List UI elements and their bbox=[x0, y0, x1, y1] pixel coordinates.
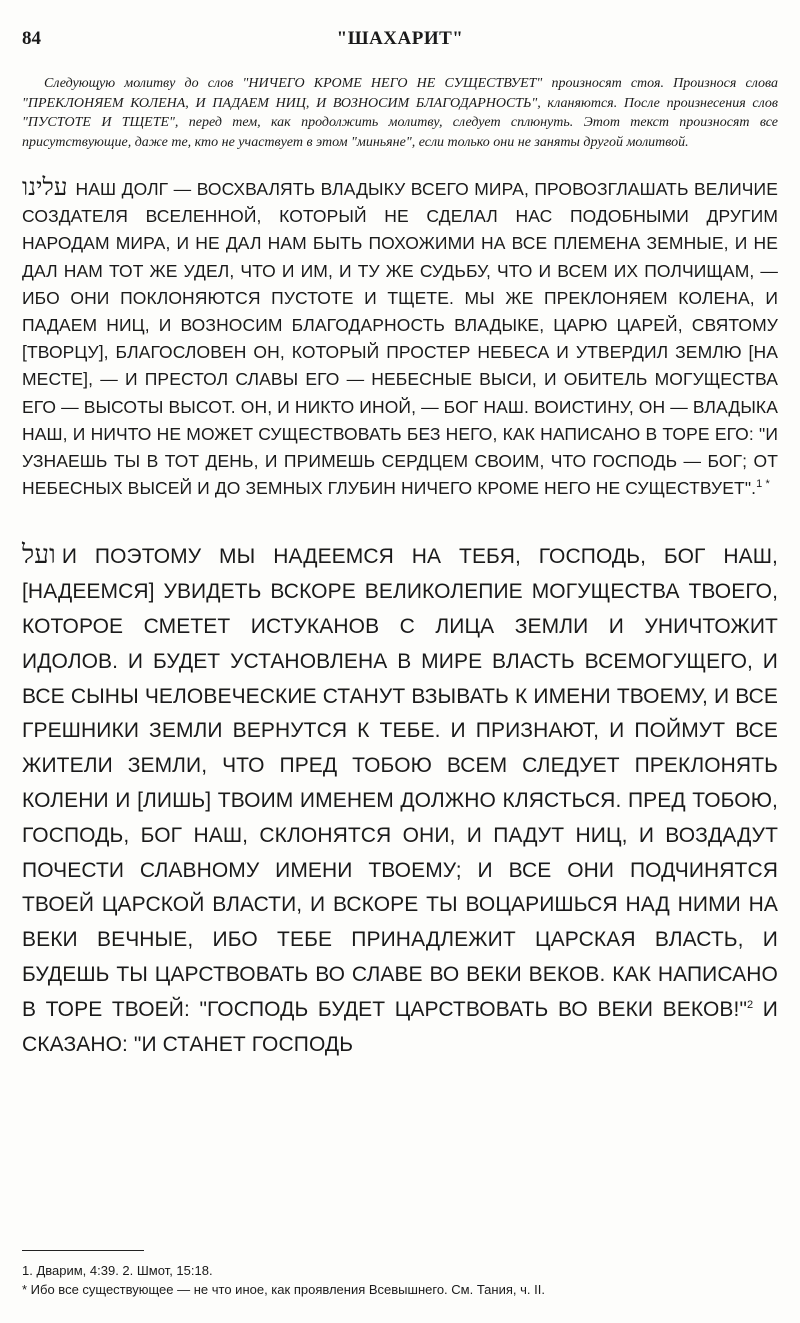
prayer-aleinu-paragraph bbox=[22, 174, 778, 502]
page-header bbox=[22, 28, 778, 62]
footnote-references: 1. Дварим, 4:39. 2. Шмот, 15:18. bbox=[22, 1263, 213, 1278]
footnote-star: * Ибо все существующее — не что иное, как проявления Всевышнего. См. Тания, ч. II. bbox=[22, 1282, 545, 1297]
prayer-aleinu-text: НАШ ДОЛГ — ВОСХВАЛЯТЬ ВЛАДЫКУ ВСЕГО МИРА, ПРОВОЗГЛАШАТЬ ВЕЛИЧИЕ СОЗДАТЕЛЯ ВСЕЛЕННОЙ, КОТОРЫЙ НЕ СДЕЛАЛ НАС ПОДОБНЫМИ ДРУГИМ НАРОДАМ МИРА, И НЕ ДАЛ НАМ БЫТЬ ПОХОЖИМИ НА ВСЕ ПЛЕМЕНА ЗЕМНЫЕ, И НЕ ДАЛ НАМ ТОТ ЖЕ УДЕЛ, ЧТО И ИМ, И ТУ ЖЕ СУДЬБУ, ЧТО И ВСЕМ ИХ ПОЛЧИЩАМ, — ИБО ОНИ ПОКЛОНЯЮТСЯ ПУСТОТЕ И ТЩЕТЕ. МЫ ЖЕ ПРЕКЛОНЯЕМ КОЛЕНА, И ПАДАЕМ НИЦ, И ВОЗНОСИМ БЛАГОДАРНОСТЬ ВЛАДЫКЕ, ЦАРЮ ЦАРЕЙ, СВЯТОМУ [ТВОРЦУ], БЛАГОСЛОВЕН ОН, КОТОРЫЙ ПРОСТЕР НЕБЕСА И УТВЕРДИЛ ЗЕМЛЮ [НА МЕСТЕ], — И ПРЕСТОЛ СЛАВЫ ЕГО — НЕБЕСНЫЕ ВЫСИ, И ОБИТЕЛЬ МОГУЩЕСТВА ЕГО — ВЫСОТЫ ВЫСОТ. ОН, И НИКТО ИНОЙ, — БОГ НАШ. ВОИСТИНУ, ОН — ВЛАДЫКА НАШ, И НИЧТО НЕ МОЖЕТ СУЩЕСТВОВАТЬ БЕЗ НЕГО, КАК НАПИСАНО В ТОРЕ ЕГО: "И УЗНАЕШЬ ТЫ В ТОТ ДЕНЬ, И ПРИМЕШЬ СЕРДЦЕМ СВОИМ, ЧТО ГОСПОДЬ — БОГ; ОТ НЕБЕСНЫХ ВЫСЕЙ И ДО ЗЕМНЫХ ГЛУБИН НИЧЕГО КРОМЕ НЕГО НЕ СУЩЕСТВУЕТ". bbox=[22, 179, 778, 499]
footnote-marker: 1 * bbox=[756, 478, 770, 491]
prayer-veal-text: И ПОЭТОМУ МЫ НАДЕЕМСЯ НА ТЕБЯ, ГОСПОДЬ, БОГ НАШ, [НАДЕЕМСЯ] УВИДЕТЬ ВСКОРЕ ВЕЛИКОЛЕПИЕ МОГУЩЕСТВА ТВОЕГО, КОТОРОЕ СМЕТЕТ ИСТУКАНОВ С ЛИЦА ЗЕМЛИ И УНИЧТОЖИТ ИДОЛОВ. И БУДЕТ УСТАНОВЛЕНА В МИРЕ ВЛАСТЬ ВСЕМОГУЩЕГО, И ВСЕ СЫНЫ ЧЕЛОВЕЧЕСКИЕ СТАНУТ ВЗЫВАТЬ К ИМЕНИ ТВОЕМУ, И ВСЕ ГРЕШНИКИ ЗЕМЛИ ВЕРНУТСЯ К ТЕБЕ. И ПРИЗНАЮТ, И ПОЙМУТ ВСЕ ЖИТЕЛИ ЗЕМЛИ, ЧТО ПРЕД ТОБОЮ ВСЕМ СЛЕДУЕТ ПРЕКЛОНЯТЬ КОЛЕНИ И [ЛИШЬ] ТВОИМ ИМЕНЕМ ДОЛЖНО КЛЯСТЬСЯ. ПРЕД ТОБОЮ, ГОСПОДЬ, БОГ НАШ, СКЛОНЯТСЯ ОНИ, И ПАДУТ НИЦ, И ВОЗДАДУТ ПОЧЕСТИ СЛАВНОМУ ИМЕНИ ТВОЕМУ; И ВСЕ ОНИ ПОДЧИНЯТСЯ ТВОЕЙ ЦАРСКОЙ ВЛАСТИ, И ВСКОРЕ ТЫ ВОЦАРИШЬСЯ НАД НИМИ НА ВЕКИ ВЕЧНЫЕ, ИБО ТЕБЕ ПРИНАДЛЕЖИТ ЦАРСКАЯ ВЛАСТЬ, И БУДЕШЬ ТЫ ЦАРСТВОВАТЬ ВО СЛАВЕ ВО ВЕКИ ВЕКОВ. КАК НАПИСАНО В ТОРЕ ТВОЕЙ: "ГОСПОДЬ БУДЕТ ЦАРСТВОВАТЬ ВО ВЕКИ ВЕКОВ!" bbox=[22, 545, 778, 1021]
prayer-veal-continuation: И СКАЗАНО: "И СТАНЕТ ГОСПОДЬ bbox=[22, 997, 778, 1056]
running-title: "ШАХАРИТ" bbox=[336, 28, 464, 49]
page-number: 84 bbox=[22, 28, 41, 49]
footnote-marker: 2 bbox=[747, 998, 754, 1011]
footnote-divider bbox=[22, 1250, 144, 1251]
hebrew-incipit-veal: ועל bbox=[22, 540, 56, 571]
prayer-veal-paragraph bbox=[22, 538, 778, 1062]
instructions-paragraph: Следующую молитву до слов "НИЧЕГО КРОМЕ НЕГО НЕ СУЩЕСТВУЕТ" произносят стоя. Произнося слова "ПРЕКЛОНЯЕМ КОЛЕНА, И ПАДАЕМ НИЦ, И ВОЗНОСИМ БЛАГОДАРНОСТЬ", кланяются. После произнесения слов "ПУСТОТЕ И ТЩЕТЕ", перед тем, как продолжить молитву, следует сплюнуть. Этот текст произносят все присутствующие, даже те, кто не участвует в этом "миньяне", если только они не заняты другой молитвой. bbox=[22, 76, 778, 150]
book-page bbox=[22, 28, 778, 1062]
hebrew-incipit-aleinu: עלינו bbox=[22, 173, 68, 201]
footnotes bbox=[22, 1261, 778, 1299]
